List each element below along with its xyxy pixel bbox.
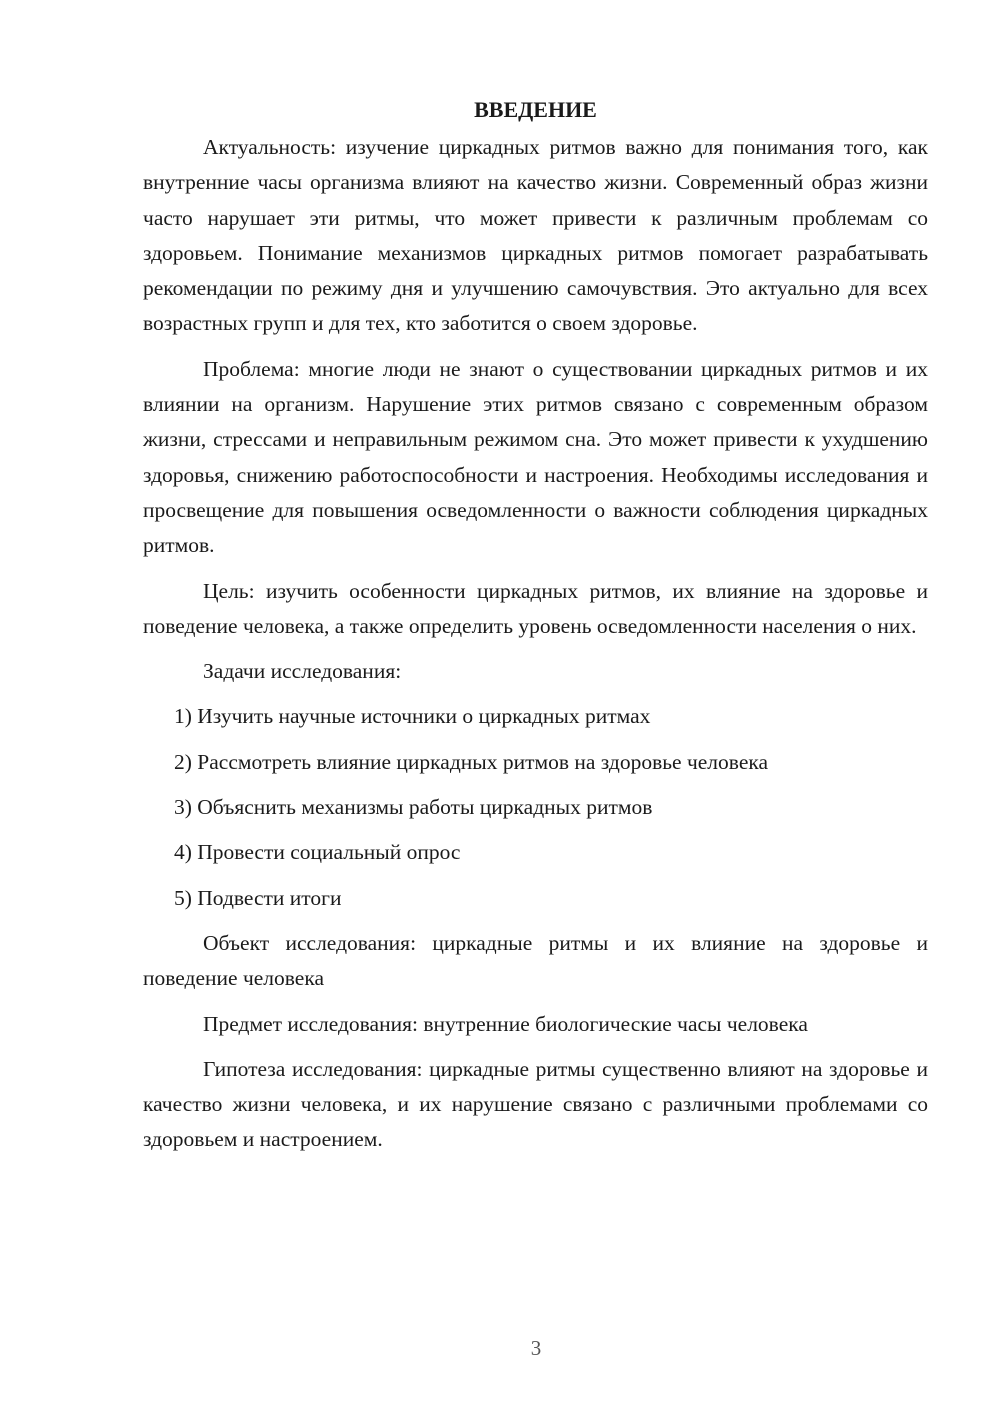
list-item: 2) Рассмотреть влияние циркадных ритмов на здоровье человека	[174, 749, 769, 774]
list-item: 1) Изучить научные источники о циркадных ритмах	[174, 704, 651, 729]
list-item: 4) Провести социальный опрос	[174, 840, 461, 865]
page-number: 3	[530, 1336, 542, 1360]
document-page	[143, 94, 928, 1168]
paragraph-goal: Цель: изучить особенности циркадных ритмов, их влияние на здоровье и поведение человека, а также определить уровень осведомленности населения о них.	[143, 578, 928, 638]
section-title: ВВЕДЕНИЕ	[474, 97, 597, 122]
tasks-heading: Задачи исследования:	[203, 659, 402, 684]
list-item: 5) Подвести итоги	[174, 885, 342, 910]
paragraph-relevance: Актуальность: изучение циркадных ритмов важно для понимания того, как внутренние часы организма влияют на качество жизни. Современный образ жизни часто нарушает эти ритмы, что может привести к различным проблемам со здоровьем. Понимание механизмов циркадных ритмов помогает разрабатывать рекомендации по режиму дня и улучшению самочувствия. Это актуально для всех возрастных групп и для тех, кто заботится о своем здоровье.	[143, 135, 928, 336]
paragraph-object: Объект исследования: циркадные ритмы и их влияние на здоровье и поведение человека	[143, 930, 928, 991]
tasks-list	[143, 699, 928, 915]
paragraph-subject: Предмет исследования: внутренние биологические часы человека	[203, 1011, 808, 1036]
list-item: 3) Объяснить механизмы работы циркадных ритмов	[174, 795, 653, 820]
paragraph-hypothesis: Гипотеза исследования: циркадные ритмы существенно влияют на здоровье и качество жизни человека, и их нарушение связано с различными проблемами со здоровьем и настроением.	[143, 1056, 928, 1152]
paragraph-problem: Проблема: многие люди не знают о существовании циркадных ритмов и их влиянии на организм. Нарушение этих ритмов связано с современным образом жизни, стрессами и неправильным режимом сна. Это может привести к ухудшению здоровья, снижению работоспособности и настроения. Необходимы исследования и просвещение для повышения осведомленности о важности соблюдения циркадных ритмов.	[143, 356, 928, 558]
